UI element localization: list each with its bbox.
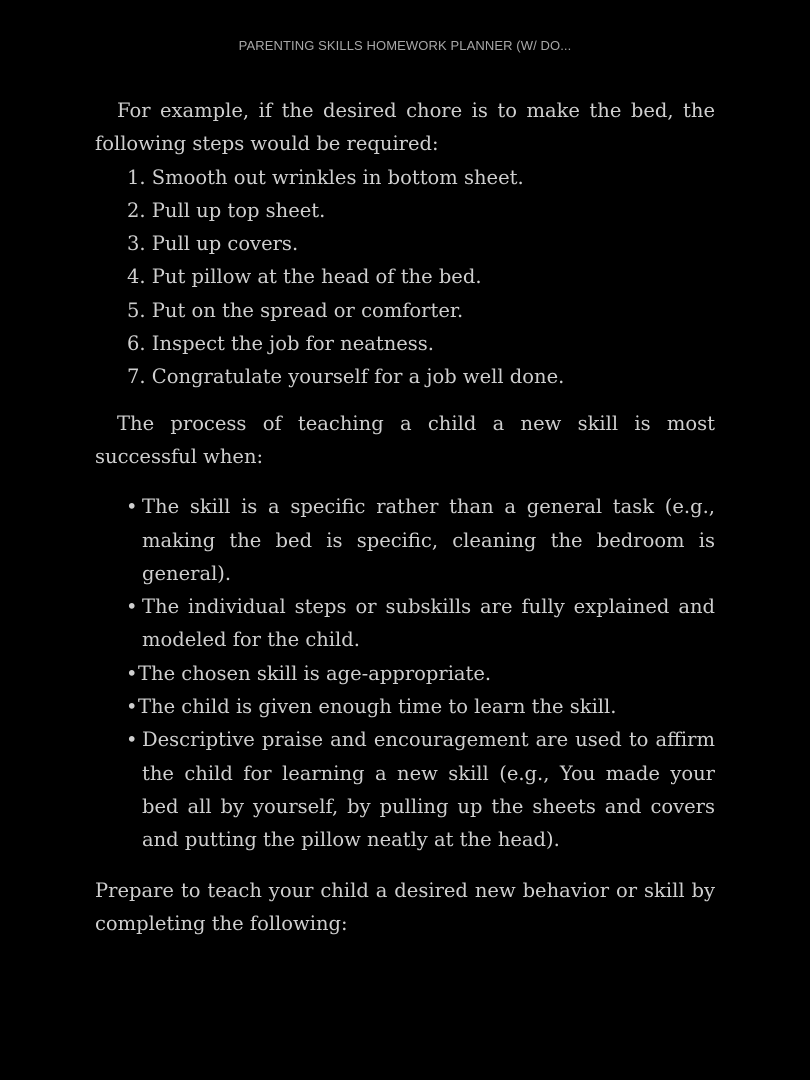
process-paragraph: The process of teaching a child a new skill is most successful when: <box>95 411 715 468</box>
condition-text: The chosen skill is age-appropriate. <box>138 661 492 685</box>
condition-item <box>95 490 715 590</box>
closing-paragraph: Prepare to teach your child a desired new behavior or skill by completing the following: <box>95 878 715 935</box>
step-item: 7. Congratulate yourself for a job well done. <box>127 365 565 389</box>
intro-paragraph: For example, if the desired chore is to make the bed, the following steps would be required: <box>95 99 715 156</box>
step-item: 5. Put on the spread or comforter. <box>127 298 464 322</box>
condition-text: Descriptive praise and encouragement are used to affirm the child for learning a new skill (e.g., You made your bed all by yourself, by pulling up the sheets and covers and putting the pillow neatly at the head). <box>142 728 715 852</box>
bullet-icon: • <box>126 595 138 619</box>
condition-item <box>95 723 715 856</box>
condition-text: The skill is a specific rather than a general task (e.g., making the bed is specific, cleaning the bedroom is general). <box>142 495 715 585</box>
bullet-icon: • <box>126 728 138 752</box>
bullet-icon: • <box>126 495 138 519</box>
step-item: 4. Put pillow at the head of the bed. <box>127 265 482 289</box>
condition-item <box>95 657 715 690</box>
step-item: 3. Pull up covers. <box>127 232 299 256</box>
step-item: 6. Inspect the job for neatness. <box>127 332 435 356</box>
page-content <box>95 94 715 940</box>
condition-item <box>95 590 715 657</box>
condition-text: The child is given enough time to learn the skill. <box>138 695 617 719</box>
success-conditions-list <box>95 490 715 856</box>
condition-text: The individual steps or subskills are fully explained and modeled for the child. <box>142 595 715 652</box>
bullet-icon: • <box>126 661 138 685</box>
step-item: 2. Pull up top sheet. <box>127 198 326 222</box>
step-item: 1. Smooth out wrinkles in bottom sheet. <box>127 165 524 189</box>
bullet-icon: • <box>126 695 138 719</box>
book-title-header: PARENTING SKILLS HOMEWORK PLANNER (W/ DO... <box>238 38 572 53</box>
bed-making-steps-list <box>95 161 715 394</box>
condition-item <box>95 690 715 723</box>
